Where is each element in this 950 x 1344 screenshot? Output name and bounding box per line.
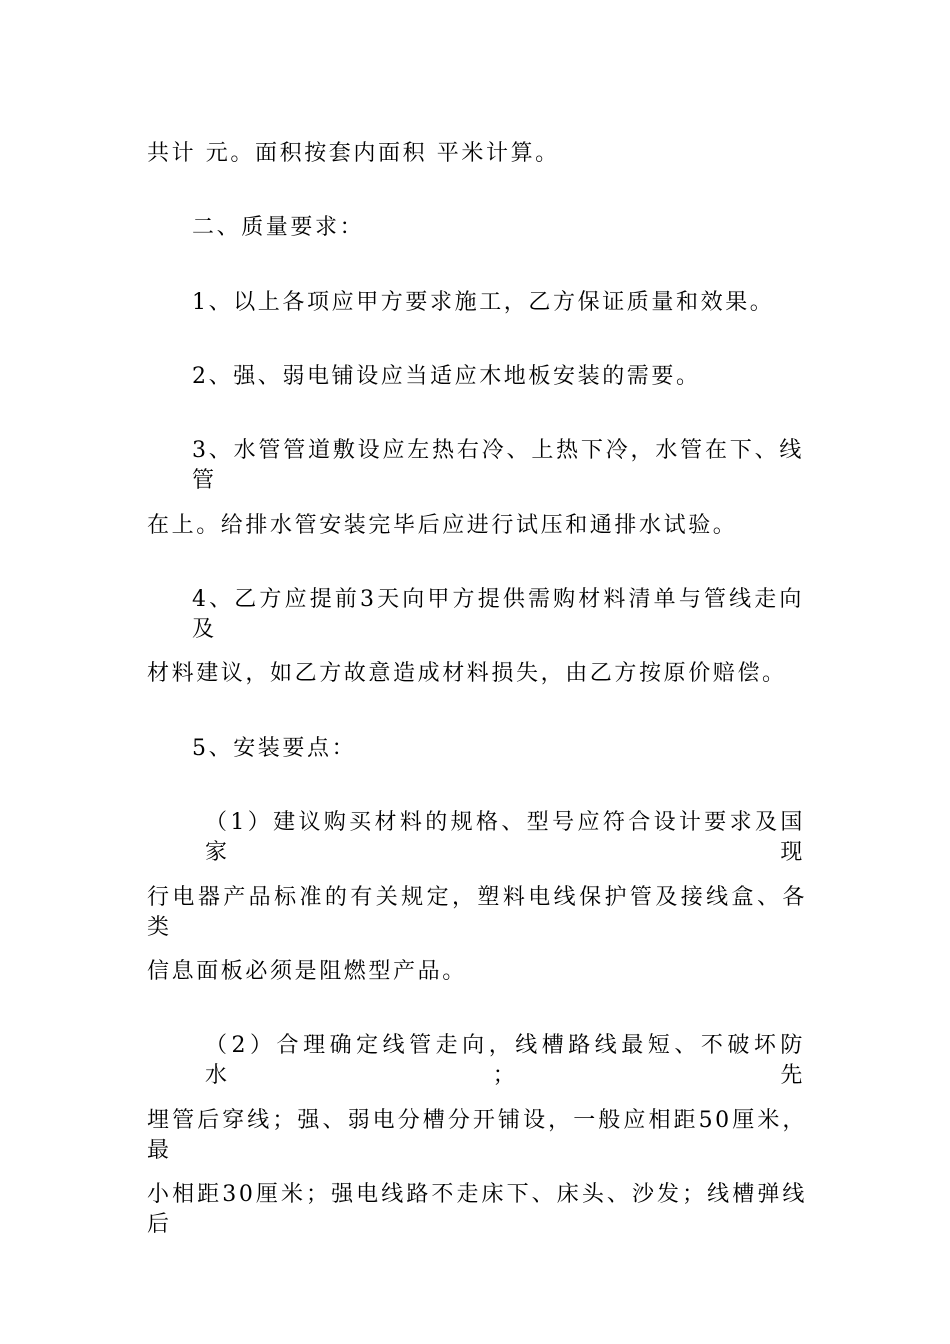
section-heading-quality: 二、质量要求： [192, 215, 365, 240]
item-3-line-2: 在上。给排水管安装完毕后应进行试压和通排水试验。 [147, 513, 738, 538]
sub-item-2-line-3: 小相距30厘米；强电线路不走床下、床头、沙发；线槽弹线后 [147, 1182, 807, 1237]
sub-item-1-line-1: （1）建议购买材料的规格、型号应符合设计要求及国家现 [205, 810, 805, 865]
sub-item-1-line-2: 行电器产品标准的有关规定，塑料电线保护管及接线盒、各类 [147, 885, 807, 940]
item-4-line-2: 材料建议，如乙方故意造成材料损失，由乙方按原价赔偿。 [147, 661, 787, 686]
paragraph-line-price-area: 共计 元。面积按套内面积 平米计算。 [147, 141, 560, 166]
item-1-line: 1、以上各项应甲方要求施工，乙方保证质量和效果。 [192, 290, 775, 315]
item-5-heading: 5、安装要点： [192, 736, 357, 761]
item-4-line-1: 4、乙方应提前3天向甲方提供需购材料清单与管线走向及 [192, 587, 804, 642]
item-2-line: 2、强、弱电铺设应当适应木地板安装的需要。 [192, 364, 701, 389]
sub-item-2-line-1: （2）合理确定线管走向，线槽路线最短、不破坏防水；先 [205, 1033, 805, 1088]
sub-item-2-line-2: 埋管后穿线；强、弱电分槽分开铺设，一般应相距50厘米，最 [147, 1108, 807, 1163]
sub-item-1-line-3: 信息面板必须是阻燃型产品。 [147, 959, 467, 984]
item-3-line-1: 3、水管管道敷设应左热右冷、上热下冷，水管在下、线管 [192, 438, 804, 493]
